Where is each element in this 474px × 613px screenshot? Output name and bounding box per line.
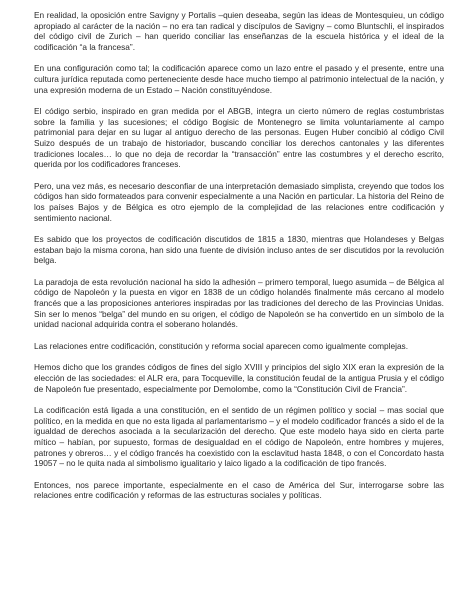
document-body [34, 10, 444, 512]
paragraph-codification-link: En una configuración como tal; la codificación aparece como un lazo entre el pasado y el presente, entre una cultura jurídica reputada como perteneciente desde hace mucho tiempo al patrimonio intelectual de la nación, y una expresión moderna de un Estado – Nación constituyéndose. [34, 63, 444, 95]
paragraph-savigny-portalis: En realidad, la oposición entre Savigny y Portalis –quien deseaba, según las ideas de Montesquieu, un código apropiado al carácter de la nación – no era tan radical y discípulos de Savigny – como Bluntschli, el inspirados del código civil de Zurich – han querido conciliar las enseñanzas de la escuela histórica y el ideal de la codificación “a la francesa”. [34, 10, 444, 52]
paragraph-relations-complex: Las relaciones entre codificación, constitución y reforma social aparecen como igualmente complejas. [34, 340, 409, 351]
paragraph-serbian-code: El código serbio, inspirado en gran medida por el ABGB, integra un cierto número de reglas costumbristas sobre la familia y las sucesiones; el código Bogisic de Montenegro se limita voluntariamente al campo patrimonial para dejar en su lugar al antiguo derecho de las personas. Eugen Huber concibió al código Civil Suizo después de un trabajo de historiador, buscando conciliar los derechos cantonales y las diferentes tradiciones locales… lo que no deja de recordar la “transacción” entre las costumbres y el derecho escrito, querida por los codificadores franceses. [34, 106, 444, 170]
paragraph-codification-projects: Es sabido que los proyectos de codificación discutidos de 1815 a 1830, mientras que Holandeses y Belgas estaban bajo la misma corona, han sido una fuente de división incluso antes de ser discutidos por la revolución belga. [34, 234, 444, 266]
paragraph-simplistic-interpretation: Pero, una vez más, es necesario desconfiar de una interpretación demasiado simplista, creyendo que todos los códigos han sido formateados para convenir especialmente a una Nación en particular. La historia del Reino de los países Bajos y de Bélgica es otro ejemplo de la complejidad de las relaciones entre codificación y sentimiento nacional. [34, 180, 444, 223]
paragraph-great-codes: Hemos dicho que los grandes códigos de fines del siglo XVIII y principios del siglo XIX eran la expresión de la elección de las sociedades: el ALR era, para Tocqueville, la constitución feudal de la antigua Prusia y el código de Napoleón fue presentado, especialmente por Demolombe, como la “Constitución Civil de Francia”. [34, 362, 444, 394]
paragraph-revolution-paradox: La paradoja de esta revolución nacional ha sido la adhesión – primero temporal, luego asumida – de Bélgica al código de Napoleón y la puesta en vigor en 1838 de un código holandés finalmente más cercano al modelo francés que a las proposiciones anteriores inspiradas por las tradiciones del derecho de las Provincias Unidas. Sin ser lo menos “belga” del mundo en su origen, el código de Napoleón se ha convertido en un símbolo de la unidad nacional adquirida contra el soberano holandés. [34, 276, 444, 330]
paragraph-codification-constitution: La codificación está ligada a una constitución, en el sentido de un régimen político y social – mas social que político, en la medida en que no esta ligada al parlamentarismo – y el modelo codificador francés a sido el de la igualdad de derechos asociada a la secularización del derecho. Que este modelo haya sido en cierta parte mítico – habían, por supuesto, formas de desigualdad en el código de Napoleón, entre hombres y mujeres, patrones y obreros… y el código francés ha coexistido con la esclavitud hasta 1848, o con el Concordato hasta 19057 – no le quita nada al simbolismo igualitario y laico ligado a la codificación de tipo francés. [34, 405, 445, 469]
paragraph-south-america: Entonces, nos parece importante, especialmente en el caso de América del Sur, interrogarse sobre las relaciones entre codificación y reformas de las estructuras sociales y políticas. [34, 479, 444, 501]
